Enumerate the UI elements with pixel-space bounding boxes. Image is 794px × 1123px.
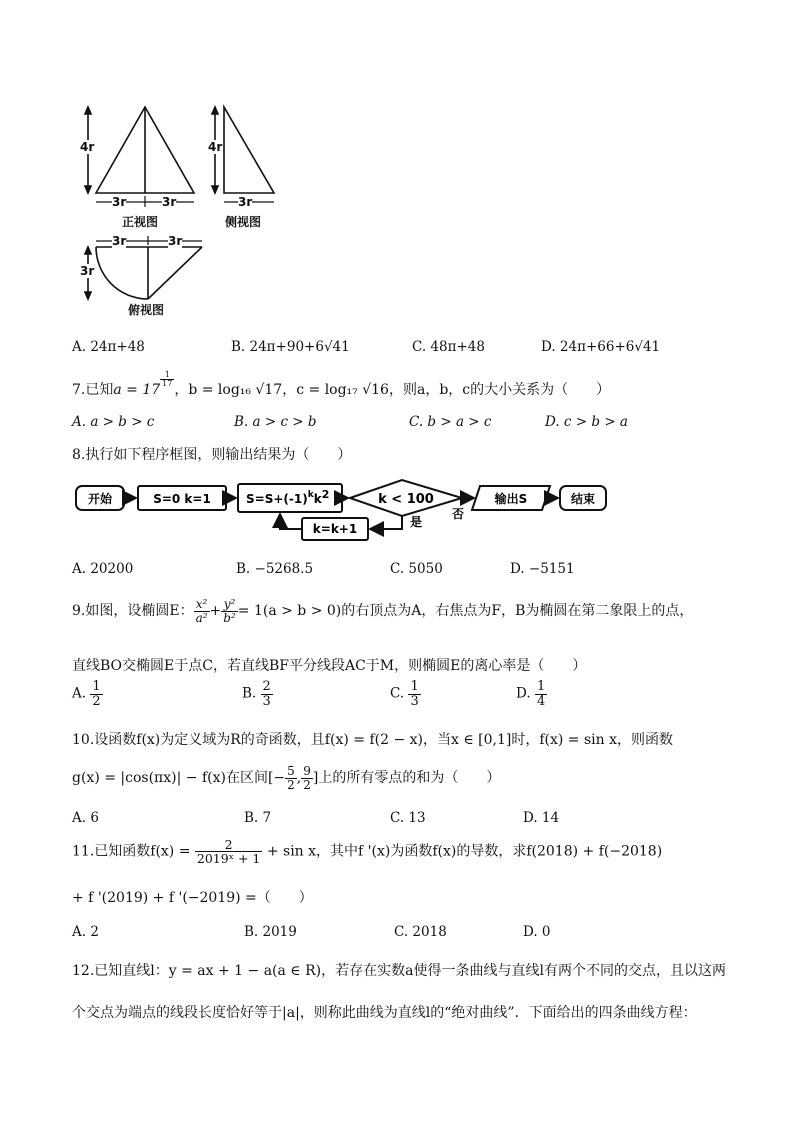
q8-option-d: D. −5151 [510,561,575,577]
q10-stem-line2: g(x) = |cos(πx)| − f(x)在区间[− $\frac{5}{2}$ , $\frac{9}{2}$ ]上的所有零点的和为（ ） [72,764,501,792]
flow-condition-text: k < 100 [378,492,434,507]
side-height-label: 4r [208,140,223,154]
q11-option-c: C. 2018 [394,924,447,940]
front-height-label: 4r [80,140,95,154]
flow-yes-label: 是 [410,515,423,529]
three-view-figure [72,95,302,320]
q11-option-a: A. 2 [72,924,99,940]
q8-option-c: C. 5050 [390,561,443,577]
q6-option-c: C. 48π+48 [412,339,485,355]
side-width-label: 3r [238,195,253,209]
side-view-label: 侧视图 [225,215,262,229]
q8-option-b: B. −5268.5 [236,561,314,577]
flow-update-text: $S=S+(-1)^kk2$ [246,488,330,506]
q11-stem-line1: 11.已知函数f(x) = $\frac{2}{\text{2019ˣ + 1}}$ + sin x，其中f '(x)为函数f(x)的导数，求f(2018) + f(−2018) [72,837,663,867]
side-view [212,107,274,202]
front-view [85,107,194,207]
q9-option-d: D. $\frac{1}{4}$ [516,679,546,709]
top-view-label: 俯视图 [128,303,165,317]
q9-option-b: B. $\frac{2}{3}$ [242,679,271,709]
top-height-label: 3r [80,264,95,278]
q7-option-d: D. c > b > a [545,414,628,430]
q8-option-a: A. 20200 [72,561,134,577]
front-width-right-label: 3r [162,195,177,209]
front-width-left-label: 3r [112,195,127,209]
q12-stem-line2: 个交点为端点的线段长度恰好等于|a|，则称此曲线为直线l的“绝对曲线”．下面给出的四条曲线方程： [72,1005,697,1021]
q7-option-b: B. a > c > b [234,414,317,430]
q12-stem-line1: 12.已知直线l：y = ax + 1 − a(a ∈ R)，若存在实数a使得一条曲线与直线l有两个不同的交点，且以这两 [72,963,726,979]
q11-option-d: D. 0 [523,924,551,940]
q9-option-c: C. $\frac{1}{3}$ [390,679,419,709]
flow-no-label: 否 [452,507,465,521]
q6-option-d: D. 24π+66+6√41 [541,339,661,355]
q9-option-a: A. $\frac{1}{2}$ [72,679,101,709]
q10-option-b: B. 7 [244,810,272,826]
q9-stem-line2: 直线BO交椭圆E于点C，若直线BF平分线段AC于M，则椭圆E的离心率是（ ） [72,658,587,674]
flow-end-text: 结束 [570,492,596,506]
q10-option-d: D. 14 [523,810,560,826]
q7-stem: 7.已知a = 17 $\frac{1}{17}$ ，b = log₁₆ √17，c = log₁₇ √16，则a，b，c的大小关系为（ ） [72,370,611,398]
flow-init-text: S=0 k=1 [153,492,211,506]
flow-increment-text: k=k+1 [312,522,358,536]
q8-flowchart [70,474,630,546]
q7-option-c: C. b > a > c [409,414,492,430]
front-view-label: 正视图 [122,215,159,229]
q10-option-a: A. 6 [72,810,99,826]
flow-output-text: 输出S [494,492,528,506]
q11-option-b: B. 2019 [244,924,297,940]
top-view [85,236,202,299]
flow-start-text: 开始 [87,492,113,506]
q11-stem-line2: + f '(2019) + f '(−2019) =（ ） [72,890,313,906]
q9-stem-line1: 9.如图，设椭圆E： $\frac{\text{x²}}{\text{a²}}$ + $\frac{\text{y²}}{\text{b²}}$ = 1(a > b > 0)的右顶点为A，右焦点为F，B为椭圆在第二象限上的点， [72,597,694,625]
q7-option-a: A. a > b > c [72,414,155,430]
q10-stem-line1: 10.设函数f(x)为定义域为R的奇函数，且f(x) = f(2 − x)，当x ∈ [0,1]时，f(x) = sin x，则函数 [72,732,673,748]
q6-option-a: A. 24π+48 [72,339,145,355]
q8-stem: 8.执行如下程序框图，则输出结果为（ ） [72,447,352,463]
q10-option-c: C. 13 [390,810,426,826]
q6-option-b: B. 24π+90+6√41 [231,339,350,355]
top-width-left-label: 3r [112,234,127,248]
top-width-right-label: 3r [168,234,183,248]
